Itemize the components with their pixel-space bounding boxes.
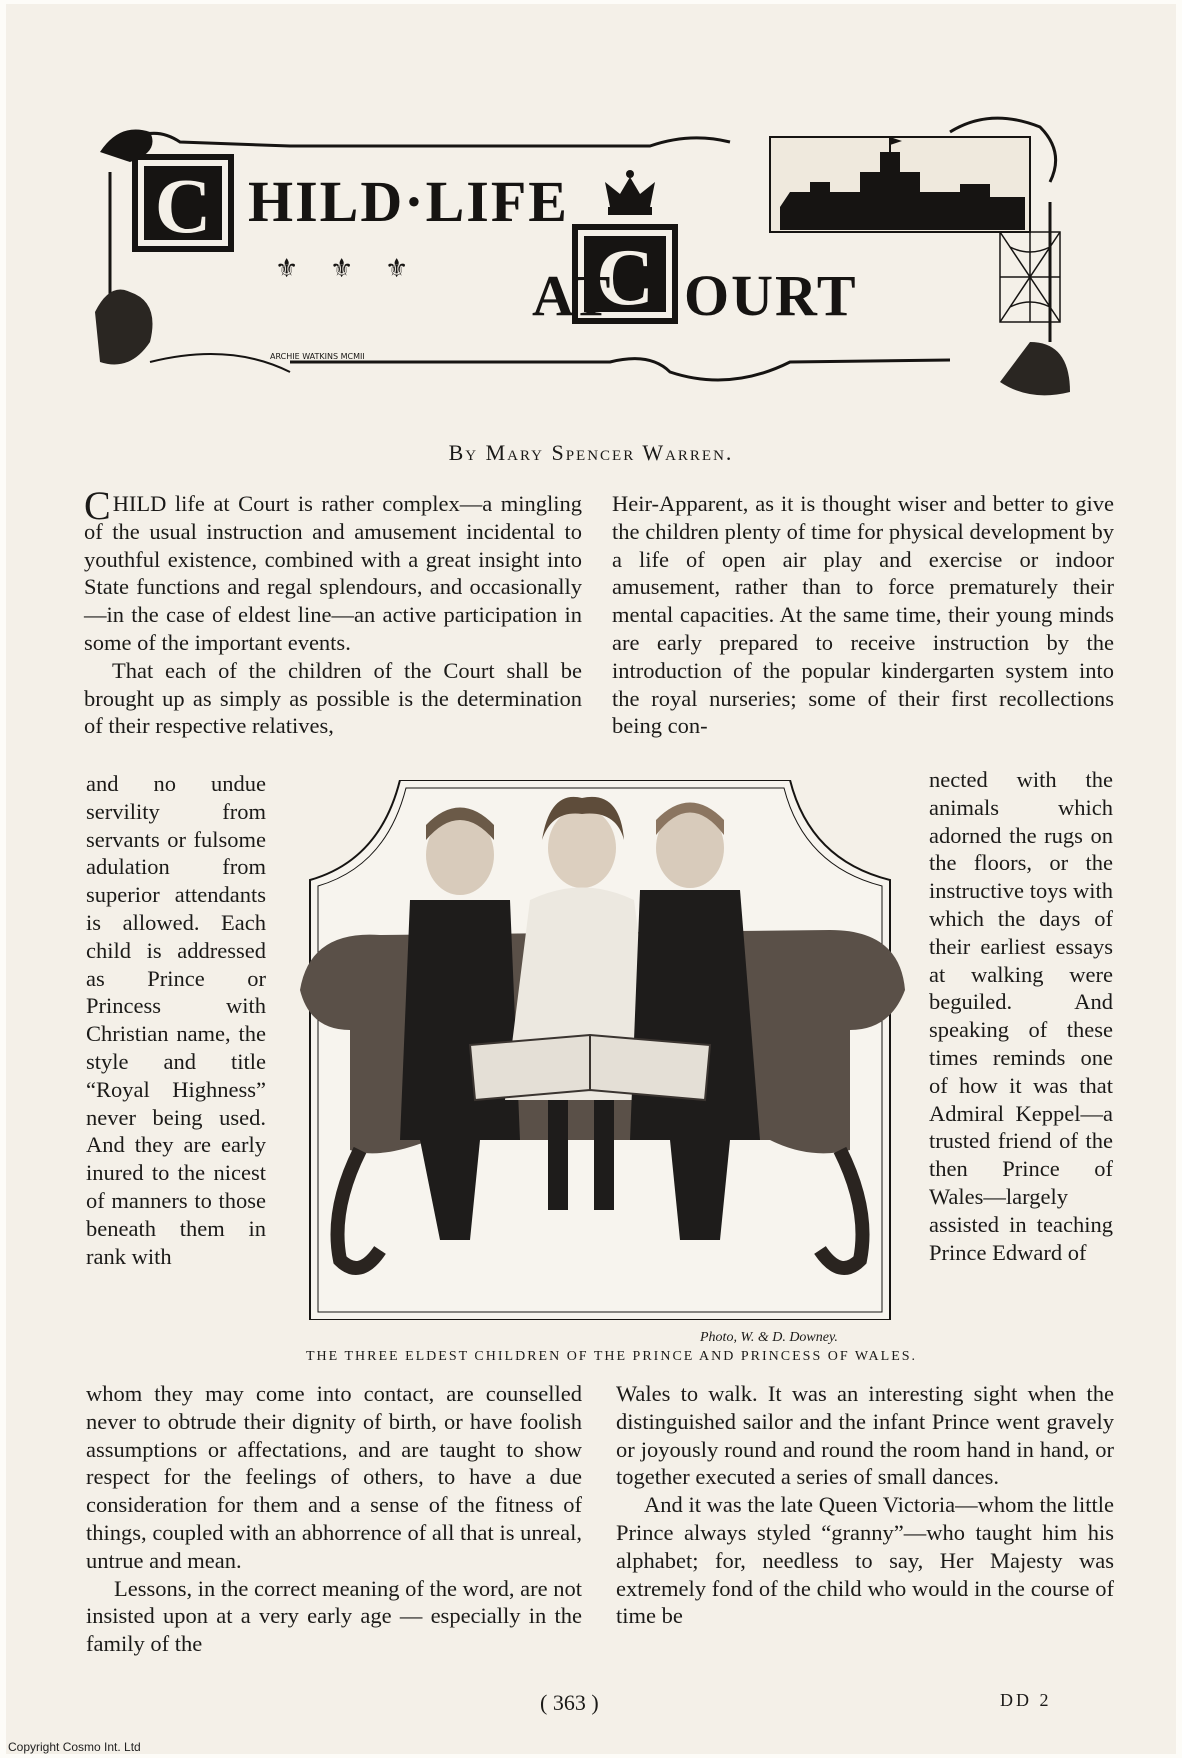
title-line-1: HILD·LIFE bbox=[248, 169, 569, 234]
paragraph-1: HILD life at Court is rather complex—a mingling of the usual instruction and amusement incidental to youthful existence, combined with a great insight into State functions and regal splendours, and occasionally—in the case of eldest line—an active participation in some of the important events. bbox=[84, 491, 582, 655]
initial-c-2: C bbox=[596, 234, 654, 322]
column-left-top bbox=[84, 483, 582, 740]
fleur-de-lis-icon bbox=[275, 254, 408, 284]
svg-text:⚜: ⚜ bbox=[385, 254, 409, 284]
column-right-bottom bbox=[616, 1380, 1114, 1630]
svg-text:⚜: ⚜ bbox=[330, 254, 354, 284]
svg-text:⚜: ⚜ bbox=[275, 254, 299, 284]
photo-three-children bbox=[290, 780, 914, 1320]
wrap-text-right: nected with the animals which adorned the rugs on the floors, or the instructive toys with which the days of their earliest essays at walking were beguiled. And speaking of these times reminds one of how it was that Admiral Keppel—a trusted friend of the then Prince of Wales—largely assisted in teaching Prince Edward of bbox=[929, 767, 1113, 1265]
copyright-notice: Copyright Cosmo Int. Ltd bbox=[8, 1740, 141, 1754]
initial-c-1: C bbox=[154, 162, 212, 249]
column-left-bottom bbox=[86, 1380, 582, 1658]
photo-credit: Photo, W. & D. Downey. bbox=[700, 1330, 838, 1345]
paragraph-right-1: Heir-Apparent, as it is thought wiser and better to give the children plenty of time for physical development by a life of open air play and exercise or indoor amusement, rather than to force prematurely their mental capacities. At the same time, their young minds are early prepared to receive instruction by the introduction of the popular kindergarten system into the royal nurseries; some of their first recollections being con- bbox=[612, 491, 1114, 739]
photo-caption: THE THREE ELDEST CHILDREN OF THE PRINCE AND PRINCESS OF WALES. bbox=[306, 1349, 918, 1364]
title-court: OURT bbox=[684, 263, 858, 328]
spiderweb-icon bbox=[1000, 232, 1060, 322]
signature-mark: DD 2 bbox=[1000, 1690, 1052, 1710]
byline: By Mary Spencer Warren. bbox=[448, 440, 734, 465]
heart-ornament-icon bbox=[95, 290, 153, 365]
page-number: ( 363 ) bbox=[540, 1690, 599, 1715]
wrap-text-left: and no undue servility from servants or fulsome adulation from superior attendants is allowed. Each child is addressed as Prince or Princess with Christian name, the style and title “Royal Highness” never being used. And they are early inured to the nicest of manners to those beneath them in rank with bbox=[86, 771, 266, 1269]
paragraph-2: That each of the children of the Court shall be brought up as simply as possible is the determination of their respective relatives, bbox=[84, 657, 582, 739]
drop-cap: C bbox=[84, 483, 111, 528]
title-at: AT bbox=[532, 263, 613, 328]
paragraph-right-2: Wales to walk. It was an interesting sight when the distinguished sailor and the infant Prince went gravely or joyously round and round the room hand in hand, or together executed a series of small dances. bbox=[616, 1381, 1114, 1490]
column-right-top bbox=[612, 490, 1114, 740]
crown-icon bbox=[605, 170, 655, 215]
illustrator-mark: ARCHIE WATKINS MCMII bbox=[270, 352, 365, 361]
paragraph-3: whom they may come into contact, are counselled never to obtrude their dignity of birth, or have foolish assumptions or affectations, and are taught to show respect for the feelings of others, to have a due consideration for them and a sense of the fitness of things, coupled with an abhorrence of all that is unreal, untrue and mean. bbox=[86, 1381, 582, 1573]
paragraph-4: Lessons, in the correct meaning of the word, are not insisted upon at a very early age — especially in the family of the bbox=[86, 1575, 582, 1657]
paragraph-right-3: And it was the late Queen Victoria—whom the little Prince always styled “granny”—who taught him his alphabet; for, needless to say, Her Majesty was extremely fond of the child who would in the course of time be bbox=[616, 1492, 1114, 1629]
